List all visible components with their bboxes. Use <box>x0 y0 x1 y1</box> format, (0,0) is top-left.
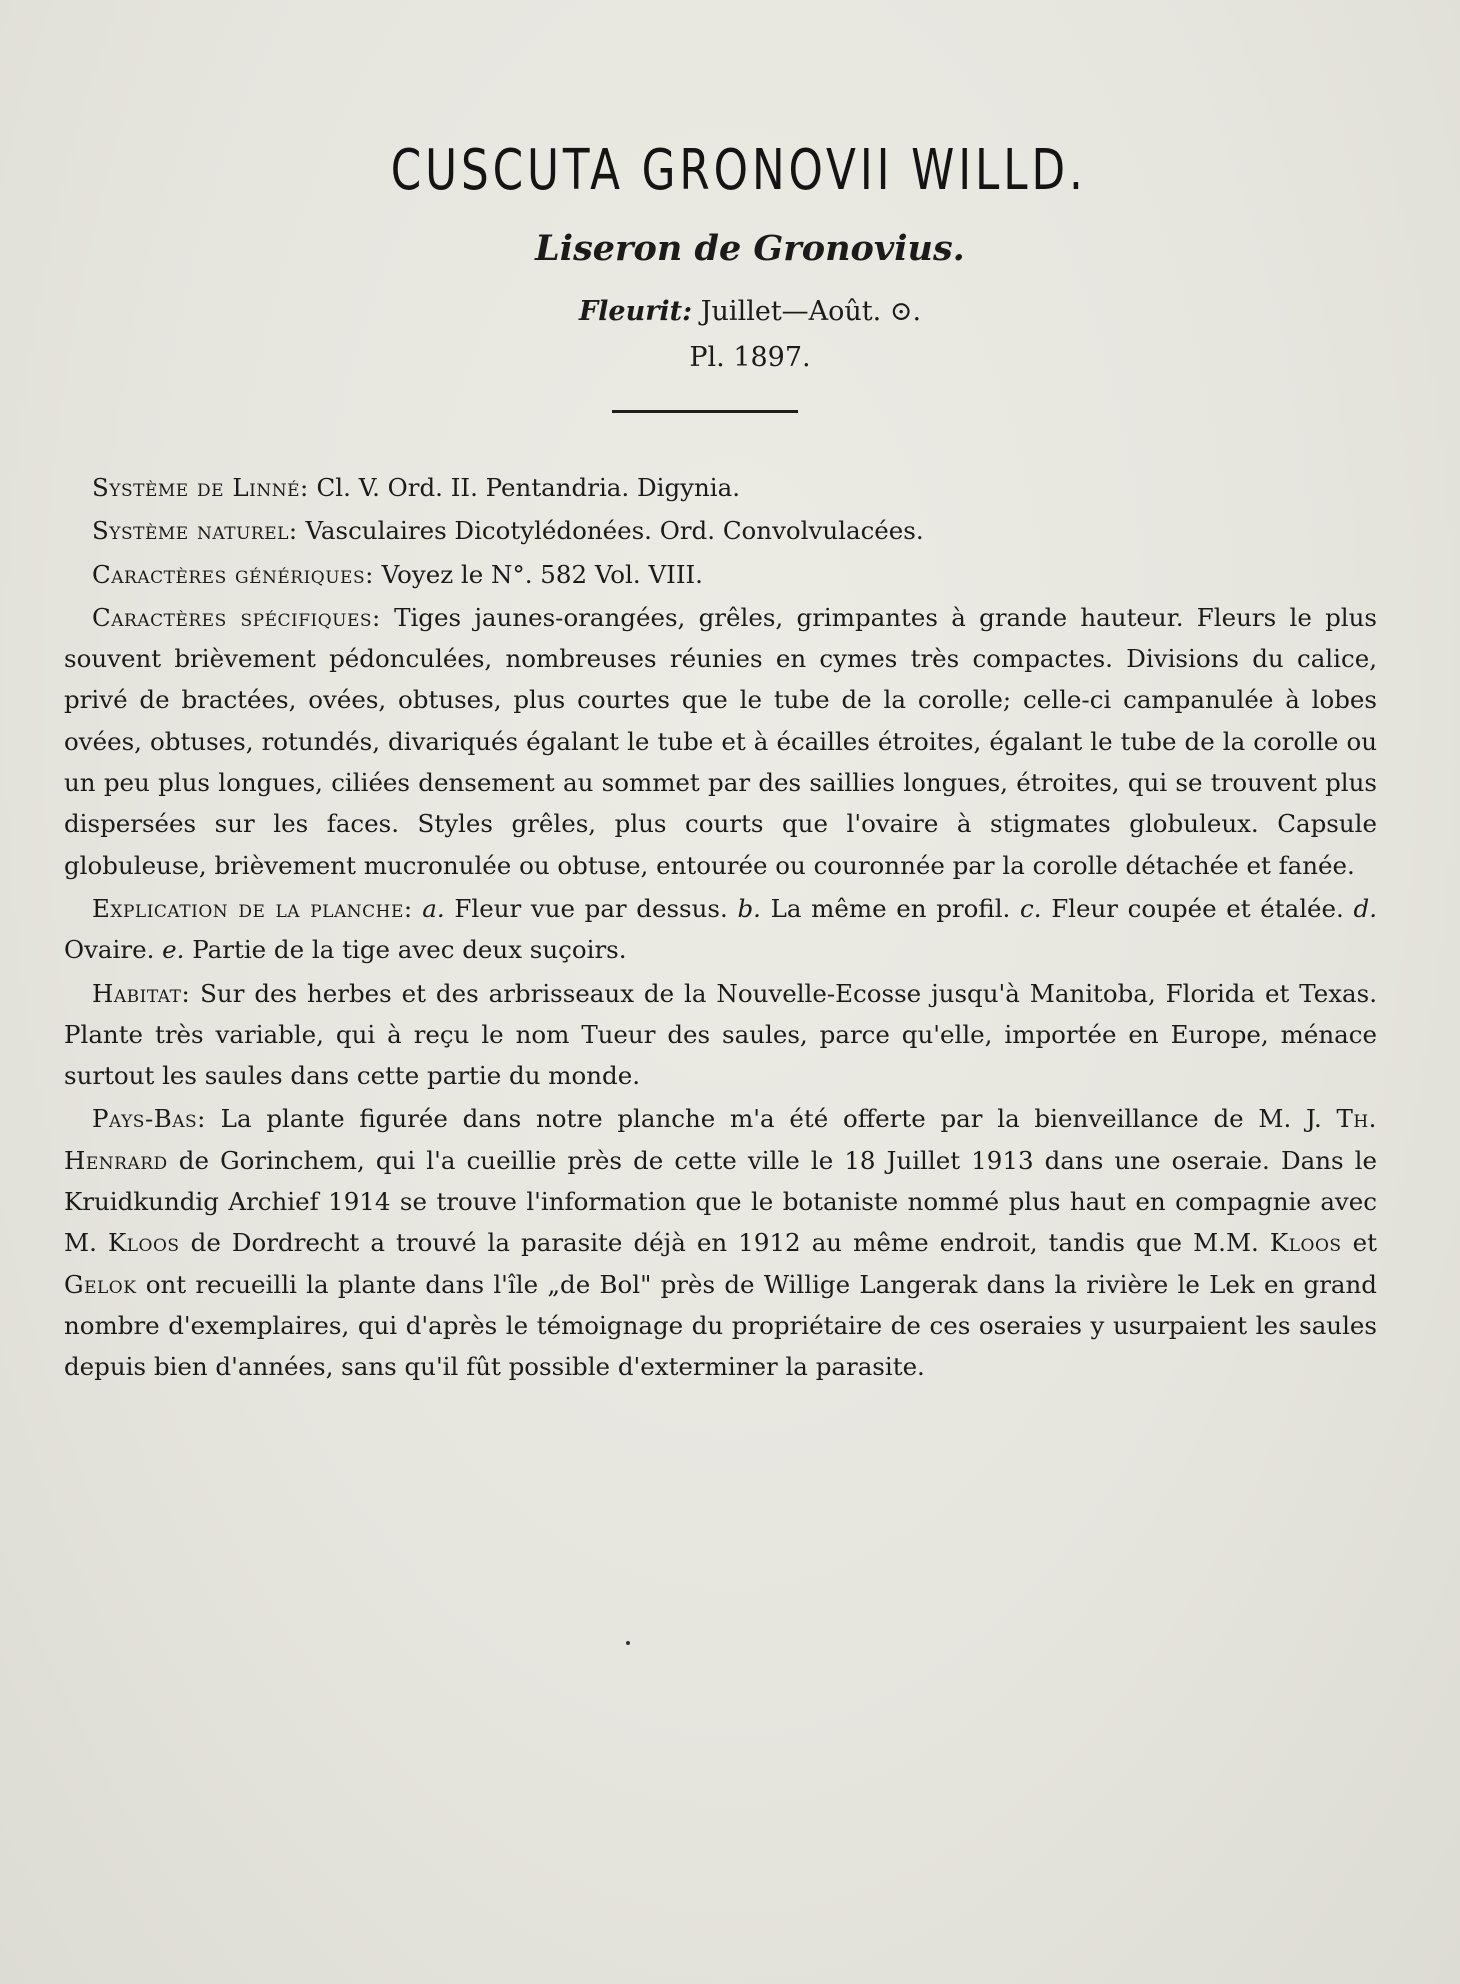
label-explication: Explication de la planche: <box>92 893 413 923</box>
paragraph-naturel <box>64 510 1377 551</box>
person-name-gelok: Gelok <box>64 1269 137 1299</box>
label-generiques: Caractères génériques: <box>92 559 374 589</box>
text-habitat: Sur des herbes et des arbrisseaux de la Nouvelle-Ecosse jusqu'à Manitoba, Florida et Texas. Plante très variable, qui à reçu le nom Tueur des saules, parce qu'elle, importée en Europe, ménace surtout les saules dans cette partie du monde. <box>64 978 1377 1091</box>
text-paysbas-1: La plante figurée dans notre planche m'a été offerte par la bienveillance de M. J. <box>220 1104 1322 1134</box>
flowering-value: Juillet—Août. ⊙. <box>700 296 922 327</box>
paragraph-generiques <box>64 554 1377 595</box>
text-paysbas-4: et <box>1352 1228 1377 1258</box>
text-paysbas-5: ont recueilli la plante dans l'île „de Bol" près de Willige Langerak dans la rivière le Lek en grand nombre d'exemplaires, qui d'après le témoignage du propriétaire de ces oseraies y usurpaient les saules depuis bien d'années, sans qu'il fût possible d'exterminer la parasite. <box>64 1269 1377 1382</box>
label-habitat: Habitat: <box>92 978 191 1008</box>
figure-letter-d: d. <box>1353 893 1378 923</box>
label-specifiques: Caractères spécifiques: <box>92 602 381 632</box>
person-name-kloos-2: Kloos <box>1269 1228 1342 1258</box>
flowering-line <box>0 296 1460 327</box>
figure-letter-c: c. <box>1020 893 1042 923</box>
text-generiques: Voyez le N°. 582 Vol. VIII. <box>381 559 703 589</box>
person-name-henrard: Th. Henrard <box>64 1104 1377 1175</box>
person-name-kloos-1: Kloos <box>107 1228 180 1258</box>
plate-number: Pl. 1897. <box>689 342 811 373</box>
figure-letter-a: a. <box>422 893 445 923</box>
text-linne: Cl. V. Ord. II. Pentandria. Digynia. <box>316 473 740 502</box>
paragraph-paysbas <box>64 1098 1377 1387</box>
paragraph-linne <box>64 467 1377 508</box>
figure-text-e: Partie de la tige avec deux suçoirs. <box>192 935 627 965</box>
flowering-label: Fleurit: <box>578 296 693 327</box>
text-paysbas-3: de Dordrecht a trouvé la parasite déjà en 1912 au même endroit, tandis que M.M. <box>190 1228 1259 1258</box>
text-paysbas-2: de Gorinchem, qui l'a cueillie près de cette ville le 18 Juillet 1913 dans une oseraie. Dans le Kruidkundig Archief 1914 se trouve l'information que le botaniste nommé plus haut en compagnie avec M. <box>64 1145 1377 1258</box>
figure-text-a: Fleur vue par dessus. <box>454 893 728 923</box>
text-specifiques: Tiges jaunes-orangées, grêles, grimpantes à grande hauteur. Fleurs le plus souvent brièvement pédonculées, nombreuses réunies en cymes très compactes. Divisions du calice, privé de bractées, ovées, obtuses, plus courtes que le tube de la corolle; celle-ci campanulée à lobes ovées, obtuses, rotundés, divariqués égalant le tube et à écailles étroites, égalant le tube de la corolle ou un peu plus longues, ciliées densement au sommet par des saillies longues, étroites, qui se trouvent plus dispersées sur les faces. Styles grêles, plus courts que l'ovaire à stigmates globuleux. Capsule globuleuse, brièvement mucronulée ou obtuse, entourée ou couronnée par la corolle détachée et fanée. <box>64 602 1377 880</box>
paragraph-habitat <box>64 973 1377 1097</box>
label-paysbas: Pays-Bas: <box>92 1104 206 1134</box>
label-naturel: Système naturel: <box>92 516 298 546</box>
text-naturel: Vasculaires Dicotylédonées. Ord. Convolvulacées. <box>305 516 924 546</box>
label-linne: Système de Linné: <box>92 473 309 502</box>
figure-text-c: Fleur coupée et étalée. <box>1051 893 1344 923</box>
stray-dot-mark <box>626 1641 630 1645</box>
paragraph-explication <box>64 888 1377 971</box>
figure-text-b: La même en profil. <box>770 893 1011 923</box>
species-title: CUSCUTA GRONOVII WILLD. <box>390 138 1087 203</box>
figure-text-d: Ovaire. <box>64 935 155 965</box>
common-name: Liseron de Gronovius. <box>535 228 965 269</box>
figure-letter-e: e. <box>162 935 185 965</box>
title-divider <box>612 410 798 413</box>
figure-letter-b: b. <box>737 893 761 923</box>
body-text <box>64 467 1377 1390</box>
paragraph-specifiques <box>64 597 1377 886</box>
